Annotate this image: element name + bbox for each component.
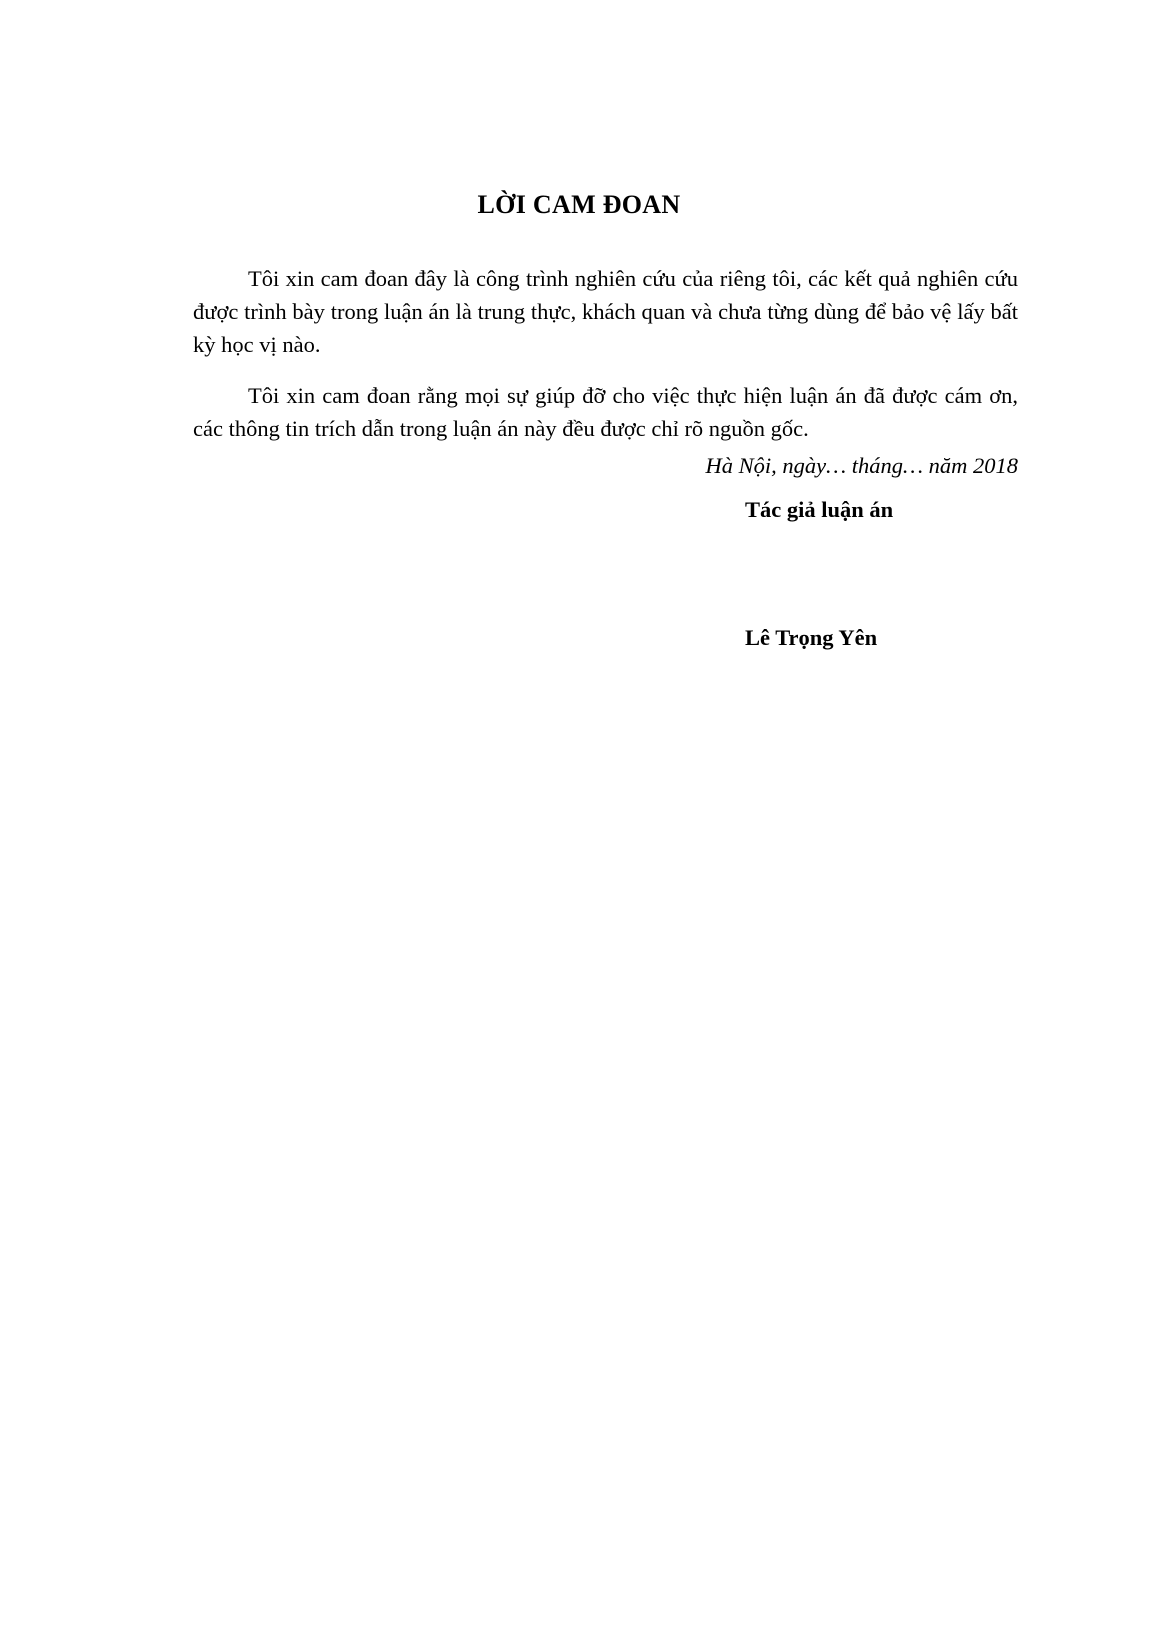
paragraph-2: Tôi xin cam đoan rằng mọi sự giúp đỡ cho việc thực hiện luận án đã được cám ơn, các thông tin trích dẫn trong luận án này đều được chỉ rõ nguồn gốc. <box>193 383 1018 441</box>
author-name: Lê Trọng Yên <box>745 625 878 650</box>
date-line: Hà Nội, ngày… tháng… năm 2018 <box>705 453 1018 478</box>
paragraph-block-1 <box>193 262 1018 361</box>
paragraph-1: Tôi xin cam đoan đây là công trình nghiên cứu của riêng tôi, các kết quả nghiên cứu được trình bày trong luận án là trung thực, khách quan và chưa từng dùng để bảo vệ lấy bất kỳ học vị nào. <box>193 266 1018 357</box>
page-title: LỜI CAM ĐOAN <box>477 190 681 219</box>
paragraph-block-2 <box>193 379 1018 445</box>
author-label: Tác giả luận án <box>745 497 894 522</box>
